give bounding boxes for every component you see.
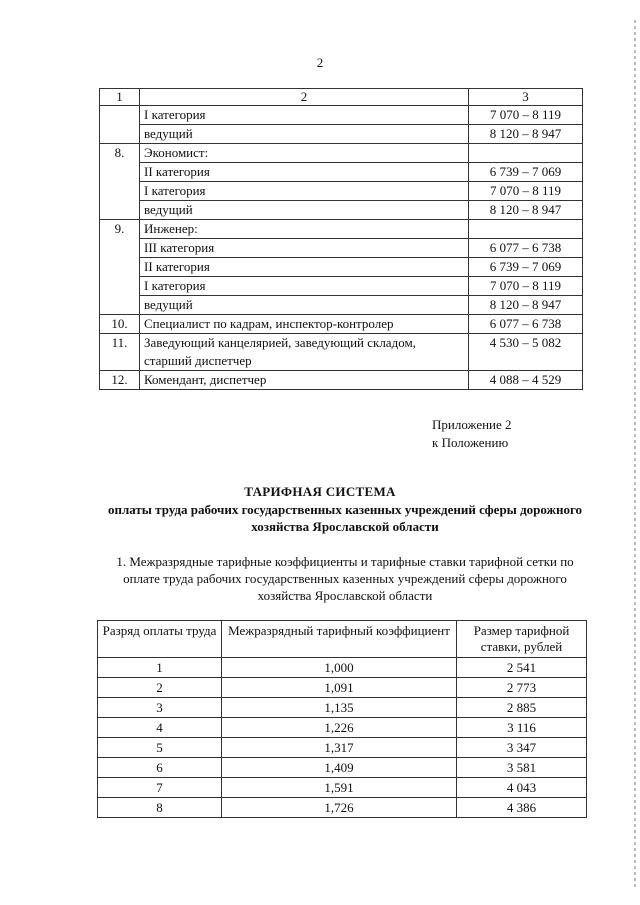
table-row: [100, 201, 583, 220]
position-name: I категория: [140, 106, 469, 125]
salary-range: 7 070 – 8 119: [469, 277, 583, 296]
table-row: [98, 678, 587, 698]
table-row: [100, 106, 583, 125]
rate-cell: 3 116: [457, 718, 587, 738]
salary-range: 6 739 – 7 069: [469, 163, 583, 182]
rate-cell: 4 386: [457, 798, 587, 818]
table-row: [100, 144, 583, 163]
scan-edge-artifact: [634, 20, 636, 890]
rate-cell: 4 043: [457, 778, 587, 798]
coefficient-cell: 1,091: [222, 678, 457, 698]
table-row: [100, 371, 583, 390]
appendix-line: к Положению: [432, 435, 509, 450]
row-number: [100, 106, 140, 144]
table-row: [98, 798, 587, 818]
salary-range: [469, 144, 583, 163]
position-name: Комендант, диспетчер: [140, 371, 469, 390]
header-cell: Размер тарифной ставки, рублей: [457, 621, 587, 658]
grade-cell: 4: [98, 718, 222, 738]
document-title: ТАРИФНАЯ СИСТЕМА: [244, 484, 396, 499]
grade-cell: 2: [98, 678, 222, 698]
position-name: Экономист:: [140, 144, 469, 163]
salary-range: 7 070 – 8 119: [469, 106, 583, 125]
table-row: [98, 778, 587, 798]
table-header-row: [100, 89, 583, 106]
position-name: II категория: [140, 258, 469, 277]
header-cell: 3: [469, 89, 583, 106]
table-row: [98, 758, 587, 778]
position-name: ведущий: [140, 125, 469, 144]
row-number: 10.: [100, 315, 140, 334]
header-cell: Разряд оплаты труда: [98, 621, 222, 658]
salary-range: 6 077 – 6 738: [469, 315, 583, 334]
position-name: ведущий: [140, 296, 469, 315]
coefficient-cell: 1,000: [222, 658, 457, 678]
table-row: [98, 718, 587, 738]
page-number: 2: [316, 55, 324, 70]
grade-cell: 6: [98, 758, 222, 778]
rate-cell: 2 773: [457, 678, 587, 698]
salary-range: 6 077 – 6 738: [469, 239, 583, 258]
coefficient-cell: 1,409: [222, 758, 457, 778]
table-row: [100, 220, 583, 239]
position-name: II категория: [140, 163, 469, 182]
table-row: [100, 125, 583, 144]
table-row: [98, 658, 587, 678]
position-name: Инженер:: [140, 220, 469, 239]
coefficient-cell: 1,726: [222, 798, 457, 818]
grade-cell: 7: [98, 778, 222, 798]
position-name: I категория: [140, 277, 469, 296]
grade-cell: 3: [98, 698, 222, 718]
row-number: 12.: [100, 371, 140, 390]
row-number: 11.: [100, 334, 140, 371]
position-name: Заведующий канцелярией, заведующий складом, старший диспетчер: [140, 334, 469, 371]
table-row: [100, 277, 583, 296]
position-name: I категория: [140, 182, 469, 201]
coefficient-cell: 1,317: [222, 738, 457, 758]
appendix-note: [432, 416, 512, 452]
rate-cell: 3 347: [457, 738, 587, 758]
positions-salary-table: [99, 88, 583, 390]
table-row: [100, 239, 583, 258]
salary-range: 6 739 – 7 069: [469, 258, 583, 277]
table-row: [100, 163, 583, 182]
rate-cell: 2 885: [457, 698, 587, 718]
salary-range: 4 088 – 4 529: [469, 371, 583, 390]
row-number: 9.: [100, 220, 140, 315]
position-name: ведущий: [140, 201, 469, 220]
grade-cell: 5: [98, 738, 222, 758]
coefficient-cell: 1,226: [222, 718, 457, 738]
salary-range: 7 070 – 8 119: [469, 182, 583, 201]
document-subtitle: оплаты труда рабочих государственных казенных учреждений сферы дорожного хозяйства Ярославской области: [107, 502, 583, 534]
salary-range: 4 530 – 5 082: [469, 334, 583, 371]
position-name: Специалист по кадрам, инспектор-контролер: [140, 315, 469, 334]
header-cell: 2: [140, 89, 469, 106]
row-number: 8.: [100, 144, 140, 220]
coefficient-cell: 1,591: [222, 778, 457, 798]
position-name: III категория: [140, 239, 469, 258]
rate-cell: 3 581: [457, 758, 587, 778]
tariff-grid-table: [97, 620, 587, 818]
table-row: [98, 698, 587, 718]
salary-range: 8 120 – 8 947: [469, 125, 583, 144]
header-cell: 1: [100, 89, 140, 106]
rate-cell: 2 541: [457, 658, 587, 678]
table-row: [100, 296, 583, 315]
table-row: [100, 182, 583, 201]
grade-cell: 1: [98, 658, 222, 678]
header-cell: Межразрядный тарифный коэффициент: [222, 621, 457, 658]
salary-range: 8 120 – 8 947: [469, 296, 583, 315]
salary-range: [469, 220, 583, 239]
appendix-line: Приложение 2: [432, 417, 512, 432]
table-row: [100, 315, 583, 334]
section-heading: 1. Межразрядные тарифные коэффициенты и тарифные ставки тарифной сетки по оплате труда рабочих государственных казенных учреждений сферы дорожного хозяйства Ярославской области: [116, 554, 574, 603]
salary-range: 8 120 – 8 947: [469, 201, 583, 220]
grade-cell: 8: [98, 798, 222, 818]
table-row: [100, 258, 583, 277]
table-row: [100, 334, 583, 371]
table-row: [98, 738, 587, 758]
table-header-row: [98, 621, 587, 658]
coefficient-cell: 1,135: [222, 698, 457, 718]
